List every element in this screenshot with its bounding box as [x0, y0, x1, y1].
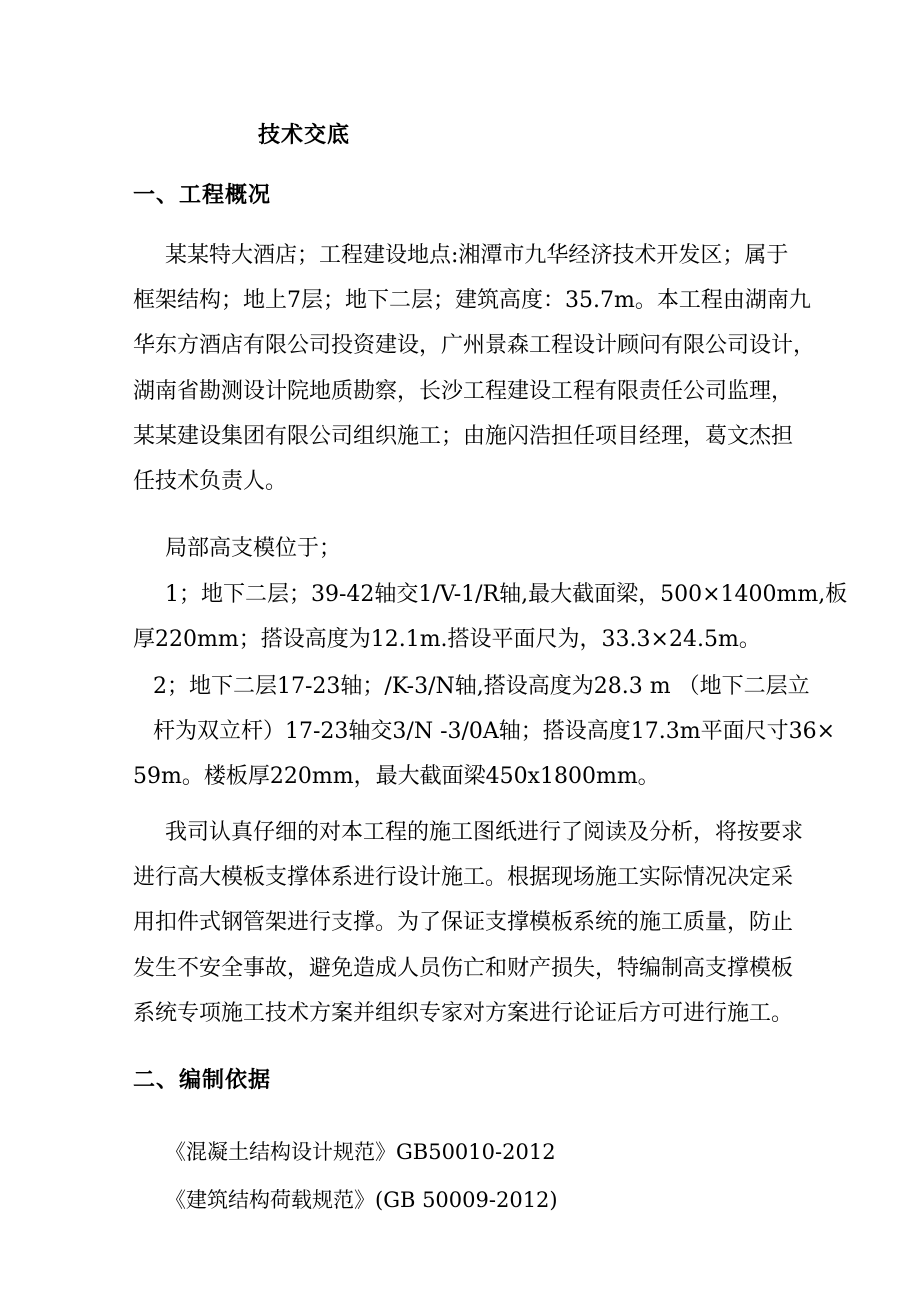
section-heading-basis: 二、编制依据 [133, 1068, 272, 1093]
paragraph-line: 框架结构；地上7层；地下二层；建筑高度：35.7m。本工程由湖南九 [133, 288, 811, 314]
paragraph-line: 华东方酒店有限公司投资建设，广州景森工程设计顾问有限公司设计， [133, 333, 816, 359]
paragraph-line: 某某建设集团有限公司组织施工；由施闪浩担任项目经理，葛文杰担 [133, 423, 794, 449]
paragraph-line: 用扣件式钢管架进行支撑。为了保证支撑模板系统的施工质量，防止 [133, 910, 794, 936]
paragraph-line: 系统专项施工技术方案并组织专家对方案进行论证后方可进行施工。 [133, 1000, 794, 1026]
paragraph-line: 厚220mm；搭设高度为12.1m.搭设平面尺为，33.3×24.5m。 [133, 627, 761, 653]
location-item-2 [133, 664, 836, 800]
paragraph-line: 局部高支模位于； [165, 536, 342, 561]
reference-item: 《建筑结构荷载规范》(GB 50009-2012) [165, 1188, 558, 1212]
paragraph-line: 我司认真仔细的对本工程的施工图纸进行了阅读及分析，将按要求 [165, 820, 804, 845]
location-intro [133, 526, 833, 571]
paragraph-line: 1；地下二层；39-42轴交1/V-1/R轴,最大截面梁，500×1400mm,板 [165, 582, 848, 607]
paragraph-line: 杆为双立杆）17-23轴交3/N -3/0A轴；搭设高度17.3m平面尺寸36× [153, 719, 836, 745]
reference-item: 《混凝土结构设计规范》GB50010-2012 [165, 1140, 556, 1164]
paragraph-line: 任技术负责人。 [133, 469, 288, 495]
paragraph-line: 2；地下二层17-23轴；/K-3/N轴,搭设高度为28.3 m （地下二层立 [153, 674, 810, 699]
paragraph-line: 进行高大模板支撑体系进行设计施工。根据现场施工实际情况决定采 [133, 865, 794, 891]
section-heading-overview: 一、工程概况 [133, 183, 272, 208]
paragraph-line: 某某特大酒店；工程建设地点:湘潭市九华经济技术开发区；属于 [165, 243, 789, 268]
paragraph-line: 湖南省勘测设计院地质勘察，长沙工程建设工程有限责任公司监理， [133, 378, 794, 404]
purpose-paragraph [133, 810, 833, 1036]
location-item-1 [133, 572, 848, 662]
paragraph-line: 59m。楼板厚220mm，最大截面梁450x1800mm。 [133, 764, 660, 790]
document-title: 技术交底 [258, 123, 351, 148]
overview-paragraph [133, 233, 833, 504]
paragraph-line: 发生不安全事故，避免造成人员伤亡和财产损失，特编制高支撑模板 [133, 955, 794, 981]
